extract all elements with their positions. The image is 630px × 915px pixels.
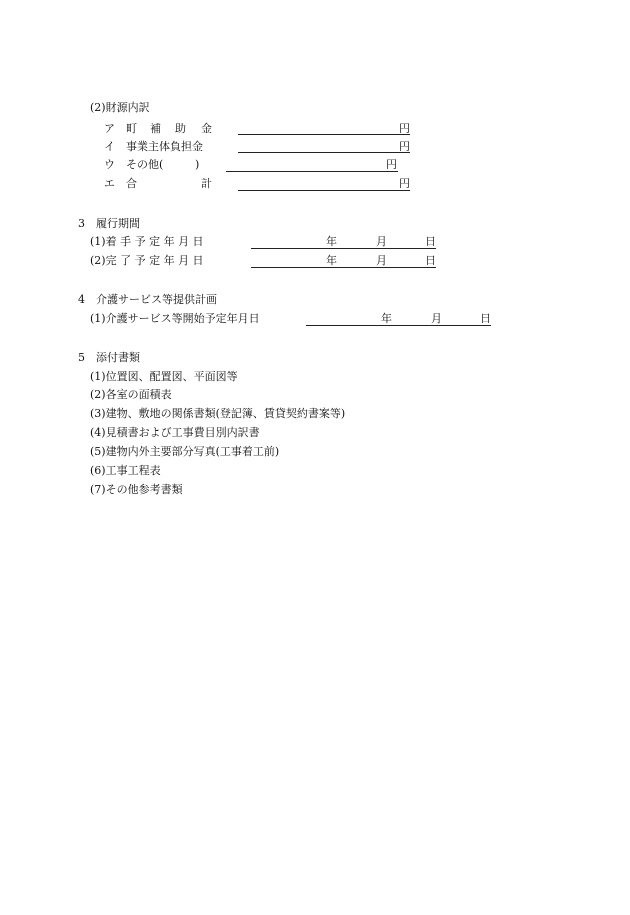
funding-item-c-label: その他( (126, 158, 164, 171)
period-end-year-unit: 年 (326, 254, 337, 267)
period-start-year-unit: 年 (326, 235, 337, 248)
funding-item-b-label: 事業主体負担金 (126, 140, 203, 153)
funding-item-a-label-4: 金 (201, 122, 212, 135)
care-plan-start-date-field[interactable] (306, 325, 491, 326)
funding-item-b-amount-field[interactable] (238, 152, 410, 153)
funding-heading: (2)財源内訳 (90, 101, 150, 114)
care-plan-year-unit: 年 (381, 312, 392, 325)
funding-item-a-label-1: 町 (126, 122, 137, 135)
funding-item-a-marker: ア (104, 122, 115, 135)
funding-item-a-label-2: 補 (150, 122, 161, 135)
funding-item-d-amount-field[interactable] (238, 190, 410, 191)
attachment-item: (1)位置図、配置図、平面図等 (90, 370, 238, 383)
attachment-item: (5)建物内外主要部分写真(工事着工前) (90, 445, 280, 458)
funding-item-d-marker: エ (104, 177, 115, 190)
period-end-month-unit: 月 (376, 254, 387, 267)
funding-item-c-marker: ウ (104, 158, 115, 171)
period-start-label: (1)着 手 予 定 年 月 日 (90, 235, 204, 248)
funding-item-c-label-close: ) (195, 158, 200, 171)
period-heading: 3 履行期間 (78, 217, 140, 230)
attachments-heading: 5 添付書類 (78, 351, 140, 364)
period-end-label: (2)完 了 予 定 年 月 日 (90, 254, 204, 267)
attachment-item: (6)工事工程表 (90, 464, 161, 477)
attachment-item: (2)各室の面積表 (90, 388, 172, 401)
funding-item-d-label-2: 計 (201, 177, 212, 190)
funding-item-b-marker: イ (104, 140, 115, 153)
funding-item-c-amount-field[interactable] (226, 171, 398, 172)
funding-item-d-unit: 円 (399, 177, 410, 190)
funding-item-b-unit: 円 (399, 140, 410, 153)
funding-item-c-unit: 円 (386, 158, 397, 171)
care-plan-start-label: (1)介護サービス等開始予定年月日 (90, 312, 260, 325)
funding-item-a-unit: 円 (399, 122, 410, 135)
attachment-item: (7)その他参考書類 (90, 483, 183, 496)
period-end-date-field[interactable] (251, 267, 436, 268)
period-start-date-field[interactable] (251, 248, 436, 249)
care-plan-month-unit: 月 (431, 312, 442, 325)
attachment-item: (3)建物、敷地の関係書類(登記簿、賃貸契約書案等) (90, 407, 346, 420)
period-start-day-unit: 日 (425, 235, 436, 248)
care-plan-day-unit: 日 (480, 312, 491, 325)
funding-item-a-amount-field[interactable] (238, 134, 410, 135)
period-end-day-unit: 日 (425, 254, 436, 267)
care-plan-heading: 4 介護サービス等提供計画 (78, 293, 217, 306)
attachment-item: (4)見積書および工事費目別内訳書 (90, 426, 260, 439)
period-start-month-unit: 月 (376, 235, 387, 248)
funding-item-d-label-1: 合 (126, 177, 137, 190)
funding-item-a-label-3: 助 (175, 122, 186, 135)
